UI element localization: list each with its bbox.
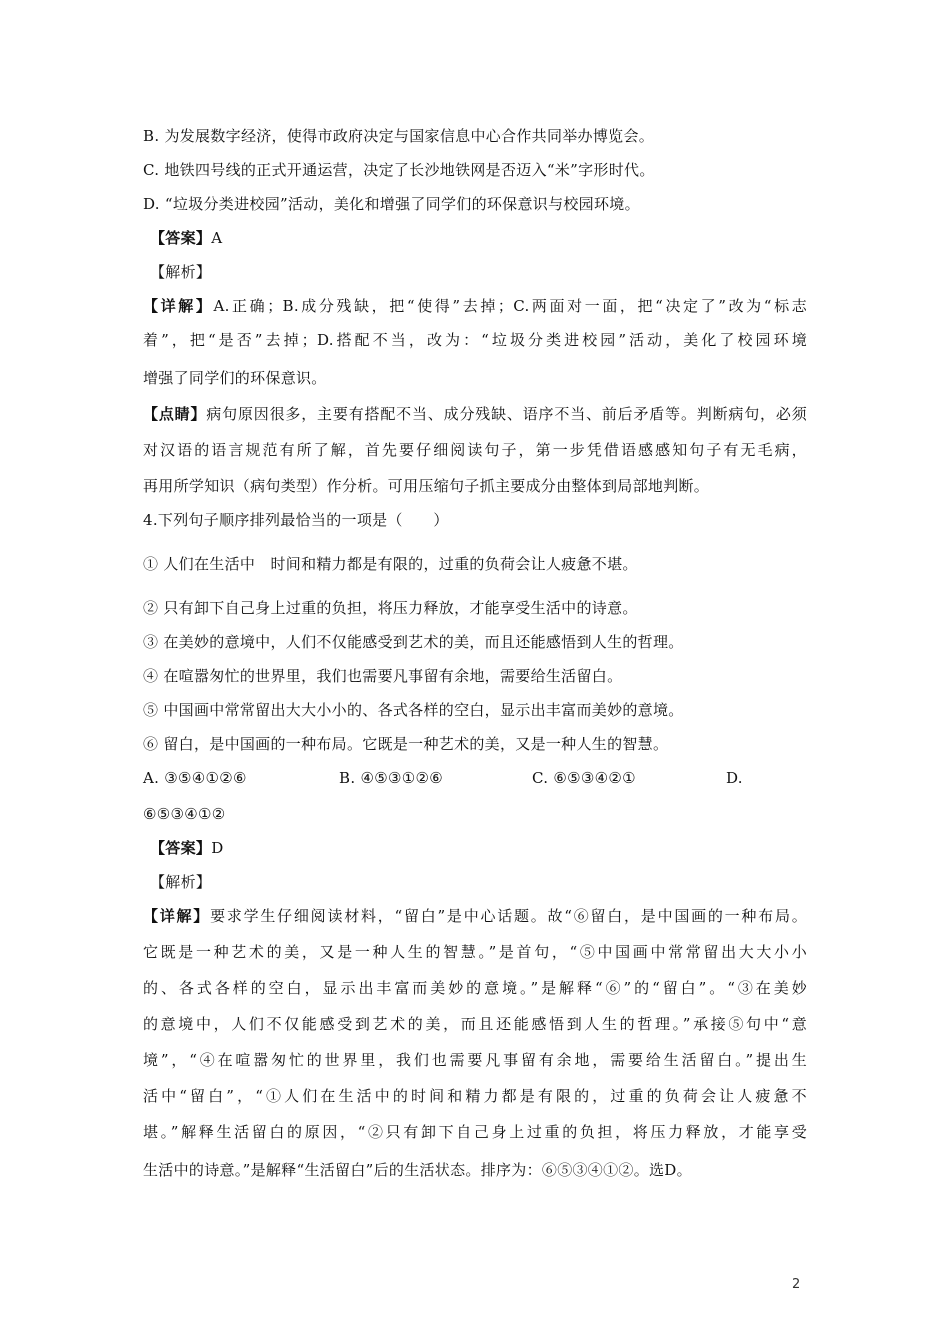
q4-sentence-5: ⑤ 中国画中常常留出大大小小的、各式各样的空白，显示出丰富而美妙的意境。 [143, 701, 684, 719]
q4-analysis-label: 【解析】 [150, 873, 212, 891]
q4-detail-line: 的意境中，人们不仅能感受到艺术的美，而且还能感悟到人生的哲理。”承接⑤句中“意 [143, 1015, 807, 1033]
q4-stem: 4.下列句子顺序排列最恰当的一项是（ ） [143, 511, 449, 529]
q3-tip-line [143, 404, 807, 424]
detail-label: 【详解】 [143, 297, 214, 315]
tip-text: 病句原因很多，主要有搭配不当、成分残缺、语序不当、前后矛盾等。判断病句，必须 [206, 405, 808, 423]
q4-sentence-3: ③ 在美妙的意境中，人们不仅能感受到艺术的美，而且还能感悟到人生的哲理。 [143, 633, 684, 651]
q4-detail-line: 生活中的诗意。”是解释“生活留白”后的生活状态。排序为：⑥⑤③④①②。选D。 [143, 1161, 692, 1179]
q3-tip-line: 再用所学知识（病句类型）作分析。可用压缩句子抓主要成分由整体到局部地判断。 [143, 477, 710, 495]
q4-sentence-2: ② 只有卸下自己身上过重的负担，将压力释放，才能享受生活中的诗意。 [143, 599, 638, 617]
q4-option-d-label: D. [726, 769, 743, 787]
q3-detail-line: 着”，把“是否”去掉；D.搭配不当，改为：“垃圾分类进校园”活动，美化了校园环境 [143, 331, 807, 349]
q3-detail-line [143, 296, 807, 316]
q4-detail-line [143, 906, 807, 926]
detail-text: 要求学生仔细阅读材料，“留白”是中心话题。故“⑥留白，是中国画的一种布局。 [210, 907, 808, 925]
q3-option-d: D. “垃圾分类进校园”活动，美化和增强了同学们的环保意识与校园环境。 [143, 195, 640, 213]
q4-sentence-4: ④ 在喧嚣匆忙的世界里，我们也需要凡事留有余地，需要给生活留白。 [143, 667, 623, 685]
q3-tip-line: 对汉语的语言规范有所了解，首先要仔细阅读句子，第一步凭借语感感知句子有无毛病， [143, 441, 807, 459]
q4-option-b: B. ④⑤③①②⑥ [339, 769, 443, 787]
q3-option-c: C. 地铁四号线的正式开通运营，决定了长沙地铁网是否迈入“米”字形时代。 [143, 161, 655, 179]
q4-option-c: C. ⑥⑤③④②① [532, 769, 636, 787]
q4-sentence-1: ① 人们在生活中 时间和精力都是有限的，过重的负荷会让人疲惫不堪。 [143, 555, 638, 573]
detail-label: 【详解】 [143, 907, 211, 925]
q4-option-a: A. ③⑤④①②⑥ [143, 769, 247, 787]
q4-sentence-6: ⑥ 留白，是中国画的一种布局。它既是一种艺术的美，又是一种人生的智慧。 [143, 735, 669, 753]
q4-detail-line: 堪。”解释生活留白的原因，“②只有卸下自己身上过重的负担，将压力释放，才能享受 [143, 1123, 807, 1141]
answer-value: A [211, 229, 223, 247]
q4-option-d-value: ⑥⑤③④①② [143, 805, 226, 823]
q4-detail-line: 它既是一种艺术的美，又是一种人生的智慧。”是首句，“⑤中国画中常常留出大大小小 [143, 943, 807, 961]
q3-answer [150, 228, 222, 248]
q3-option-b: B. 为发展数字经济，使得市政府决定与国家信息中心合作共同举办博览会。 [143, 127, 655, 145]
q4-answer [150, 838, 224, 858]
q4-detail-line: 活中“留白”，“①人们在生活中的时间和精力都是有限的，过重的负荷会让人疲惫不 [143, 1087, 807, 1105]
answer-value: D [211, 839, 224, 857]
answer-label: 【答案】 [150, 229, 212, 247]
q4-detail-line: 境”，“④在喧嚣匆忙的世界里，我们也需要凡事留有余地，需要给生活留白。”提出生 [143, 1051, 807, 1069]
detail-text: A.正确；B.成分残缺，把“使得”去掉；C.两面对一面，把“决定了”改为“标志 [213, 297, 807, 315]
answer-label: 【答案】 [150, 839, 212, 857]
q4-detail-line: 的、各式各样的空白，显示出丰富而美妙的意境。”是解释“⑥”的“留白”。“③在美妙 [143, 979, 807, 997]
q3-analysis-label: 【解析】 [150, 263, 212, 281]
q3-detail-line: 增强了同学们的环保意识。 [143, 369, 327, 387]
page-number: 2 [792, 1277, 801, 1292]
tip-label: 【点睛】 [143, 405, 207, 423]
